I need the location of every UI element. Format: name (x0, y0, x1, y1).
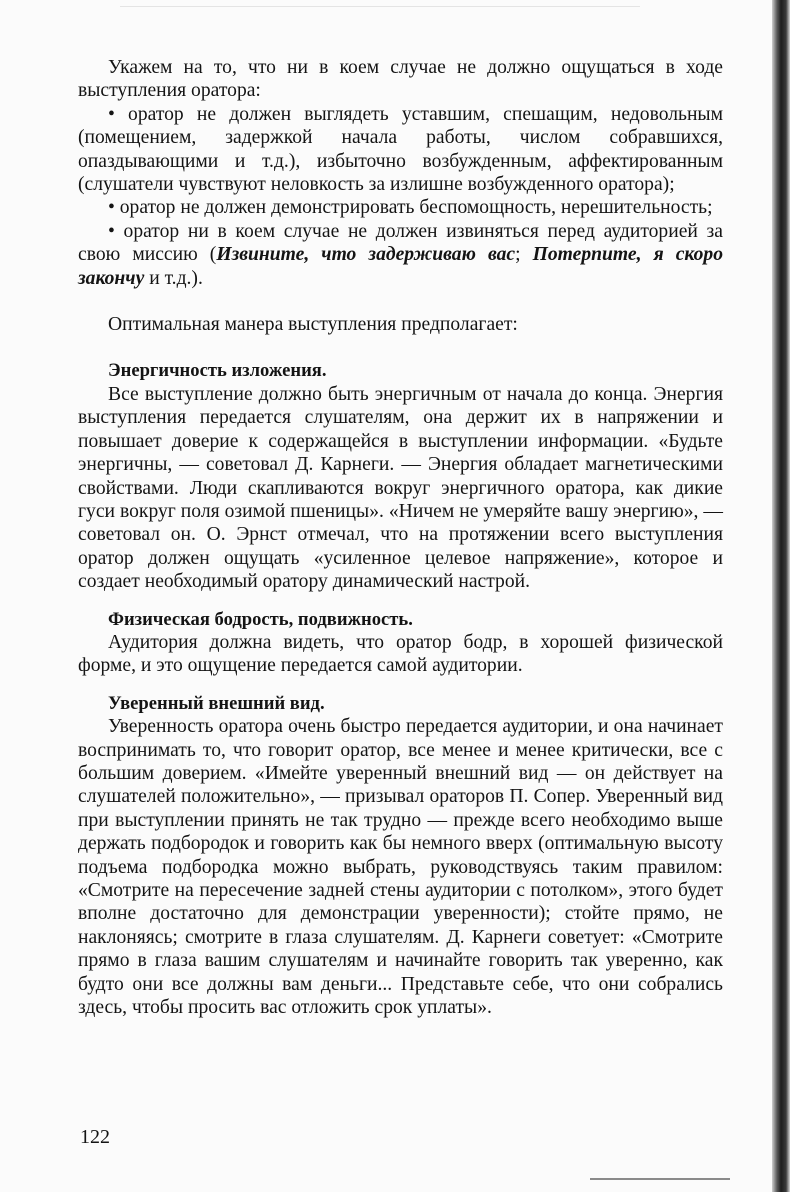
italic-quote: Извините, что задерживаю вас (216, 244, 516, 266)
section-paragraph: Аудитория должна видеть, что оратор бодр, в хорошей физической форме, и это ощущение передается самой аудитории. (78, 631, 723, 677)
section-heading: Уверенный внешний вид. (108, 692, 325, 714)
bullet-text: • оратор ни в коем случае не должен извиняться перед аудиторией за свою миссию ( (78, 220, 723, 266)
scan-top-line (120, 6, 640, 7)
section-paragraph: Уверенность оратора очень быстро передается аудитории, и она начинает воспринимать то, что говорит оратор, все менее и менее критически, все с большим доверием. «Имейте уверенный внешний вид — он действует на слушателей положительно», — призывал ораторов П. Сопер. Уверенный вид при выступлении принять не так трудно — прежде всего необходимо выше держать подбородок и говорить как бы немного вверх (оптимальную высоту подъема подбородка можно выбрать, руководствуясь таким правилом: «Смотрите на пересечение задней стены аудитории с потолком», этого будет вполне достаточно для демонстрации уверенности); стойте прямо, не наклоняясь; смотрите в глаза слушателям. Д. Карнеги советует: «Смотрите прямо в глаза вашим слушателям и начинайте говорить так уверенно, как будто они все должны вам деньги... Представьте себе, что они собрались здесь, чтобы просить вас отложить срок уплаты». (78, 716, 723, 1019)
quote-separator: ; (515, 244, 533, 266)
italic-quote: Потерпите, я скоро закончу (78, 244, 724, 289)
optimal-manner-line: Оптимальная манера выступления предполагает: (108, 314, 518, 336)
document-page (78, 56, 723, 1019)
section-heading: Физическая бодрость, подвижность. (108, 608, 413, 630)
bullet-item: • оратор не должен выглядеть уставшим, спешащим, недовольным (помещением, задержкой начала работы, числом собравшихся, опаздывающими и т.д.), избыточно возбужденным, аффектированным (слушатели чувствуют неловкость за излишне возбужденного оратора); (78, 103, 723, 196)
scan-bottom-line (590, 1178, 730, 1180)
bullet-end: и т.д.). (144, 267, 203, 289)
page-number: 122 (80, 1126, 110, 1148)
book-spine-edge (772, 0, 790, 1192)
section-paragraph: Все выступление должно быть энергичным от начала до конца. Энергия выступления передается слушателям, она держит их в напряжении и повышает доверие к содержащейся в выступлении информации. «Будьте энергичны, — советовал Д. Карнеги. — Энергия обладает магнетическими свойствами. Люди скапливаются вокруг энергичного оратора, как дикие гуси вокруг поля озимой пшеницы». «Ничем не умеряйте вашу энергию», — советовал он. О. Эрнст отмечал, что на протяжении всего выступления оратор должен ощущать «усиленное целевое напряжение», которое и создает необходимый оратору динамический настрой. (78, 383, 723, 593)
bullet-item (78, 220, 723, 290)
section-heading: Энергичность изложения. (108, 360, 327, 382)
bullet-item: • оратор не должен демонстрировать беспомощность, нерешительность; (108, 197, 713, 219)
intro-paragraph: Укажем на то, что ни в коем случае не должно ощущаться в ходе выступления оратора: (78, 57, 723, 102)
